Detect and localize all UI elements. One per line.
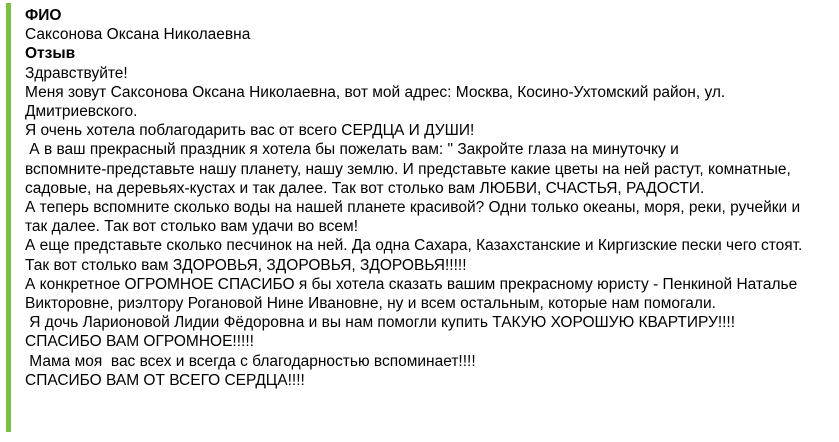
review-line: Викторовне, риэлтору Рогановой Нине Ивановне, ну и всем остальным, которые нам помогали.: [25, 295, 716, 313]
review-line: А конкретное ОГРОМНОЕ СПАСИБО я бы хотела сказать вашим прекрасному юристу - Пенкиной Наталье: [25, 275, 798, 293]
review-line: Здравствуйте!: [25, 64, 128, 82]
review-text: [25, 64, 824, 390]
review-label: Отзыв: [25, 45, 76, 63]
review-line: так далее. Так вот столько вам удачи во всем!: [25, 218, 359, 236]
review-line: СПАСИБО ВАМ ОГРОМНОЕ!!!!!: [25, 333, 254, 351]
review-card: [6, 3, 832, 432]
fio-label: ФИО: [25, 7, 62, 24]
review-line: А теперь вспомните сколько воды на нашей планете красивой? Одни только океаны, моря, реки, ручейки и: [25, 199, 801, 217]
review-line: Я очень хотела поблагодарить вас от всего СЕРДЦА И ДУШИ!: [25, 122, 475, 140]
review-line: Дмитриевского.: [25, 103, 138, 121]
review-line: Так вот столько вам ЗДОРОВЬЯ, ЗДОРОВЬЯ, ЗДОРОВЬЯ!!!!!: [25, 256, 467, 274]
fio-value: Саксонова Оксана Николаевна: [25, 26, 251, 44]
review-line: А в ваш прекрасный праздник я хотела бы пожелать вам: " Закройте глаза на минуточку и: [25, 141, 679, 159]
review-line: Я дочь Ларионовой Лидии Фёдоровна и вы нам помогли купить ТАКУЮ ХОРОШУЮ КВАРТИРУ!!!!: [25, 314, 736, 332]
review-line: садовые, на деревьях-кустах и так далее. Так вот столько вам ЛЮБВИ, СЧАСТЬЯ, РАДОСТИ.: [25, 179, 705, 197]
review-line: вспомните-представьте нашу планету, нашу землю. И представьте какие цветы на ней растут, комнатные,: [25, 160, 791, 178]
review-line: Меня зовут Саксонова Оксана Николаевна, вот мой адрес: Москва, Косино-Ухтомский район, ул.: [25, 83, 726, 101]
review-line: Мама моя вас всех и всегда с благодарностью вспоминает!!!!: [25, 352, 476, 370]
review-line: А еще представьте сколько песчинок на ней. Да одна Сахара, Казахстанские и Киргизские пески чего стоят.: [25, 237, 803, 255]
review-line: СПАСИБО ВАМ ОТ ВСЕГО СЕРДЦА!!!!: [25, 371, 305, 389]
